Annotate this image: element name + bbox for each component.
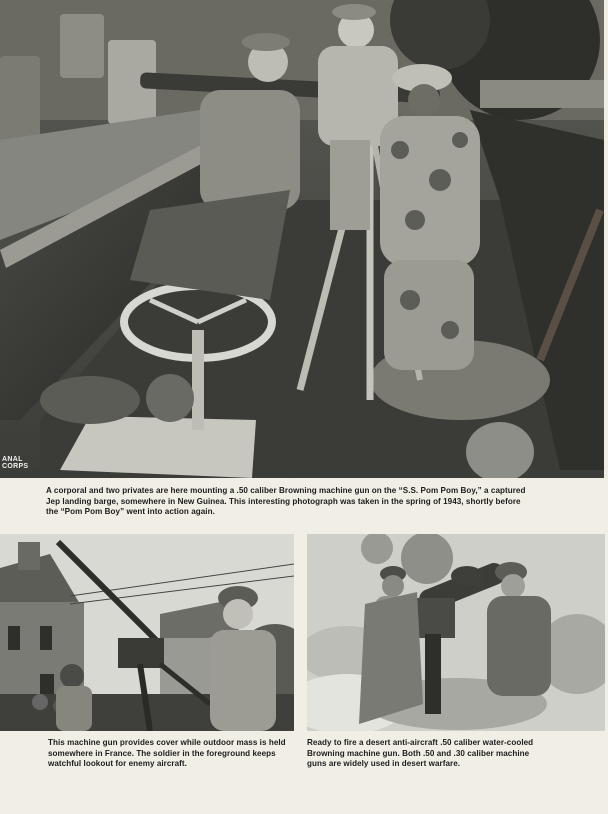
photo-desert-anti-aircraft-gun [307, 534, 605, 731]
photo-france-machine-gun [0, 534, 294, 731]
caption-right-line: Ready to fire a desert anti-aircraft .50 caliber water-cooled [307, 738, 534, 747]
caption-right-line: guns are widely used in desert warfare. [307, 759, 461, 769]
caption-left-line: somewhere in France. The soldier in the foreground keeps [48, 748, 276, 758]
caption-left-line: This machine gun provides cover while outdoor mass is held [48, 738, 286, 747]
caption-top-line: Jep landing barge, somewhere in New Guinea. This interesting photograph was taken in the spring of 1943, shortly before [46, 496, 521, 506]
caption-right [307, 738, 555, 770]
signal-corps-stamp: ANAL CORPS [2, 456, 29, 470]
caption-top [46, 486, 558, 518]
caption-top-line: A corporal and two privates are here mounting a .50 caliber Browning machine gun on the “S.S. Pom Pom Boy,” a captured [46, 486, 526, 495]
photo-left-image [0, 534, 294, 731]
caption-left [48, 738, 286, 770]
caption-top-line: the “Pom Pom Boy” went into action again. [46, 507, 215, 517]
caption-right-line: Browning machine gun. Both .50 and .30 caliber machine [307, 748, 530, 758]
caption-left-line: watchful lookout for enemy aircraft. [48, 759, 187, 769]
photo-right-image [307, 534, 605, 731]
